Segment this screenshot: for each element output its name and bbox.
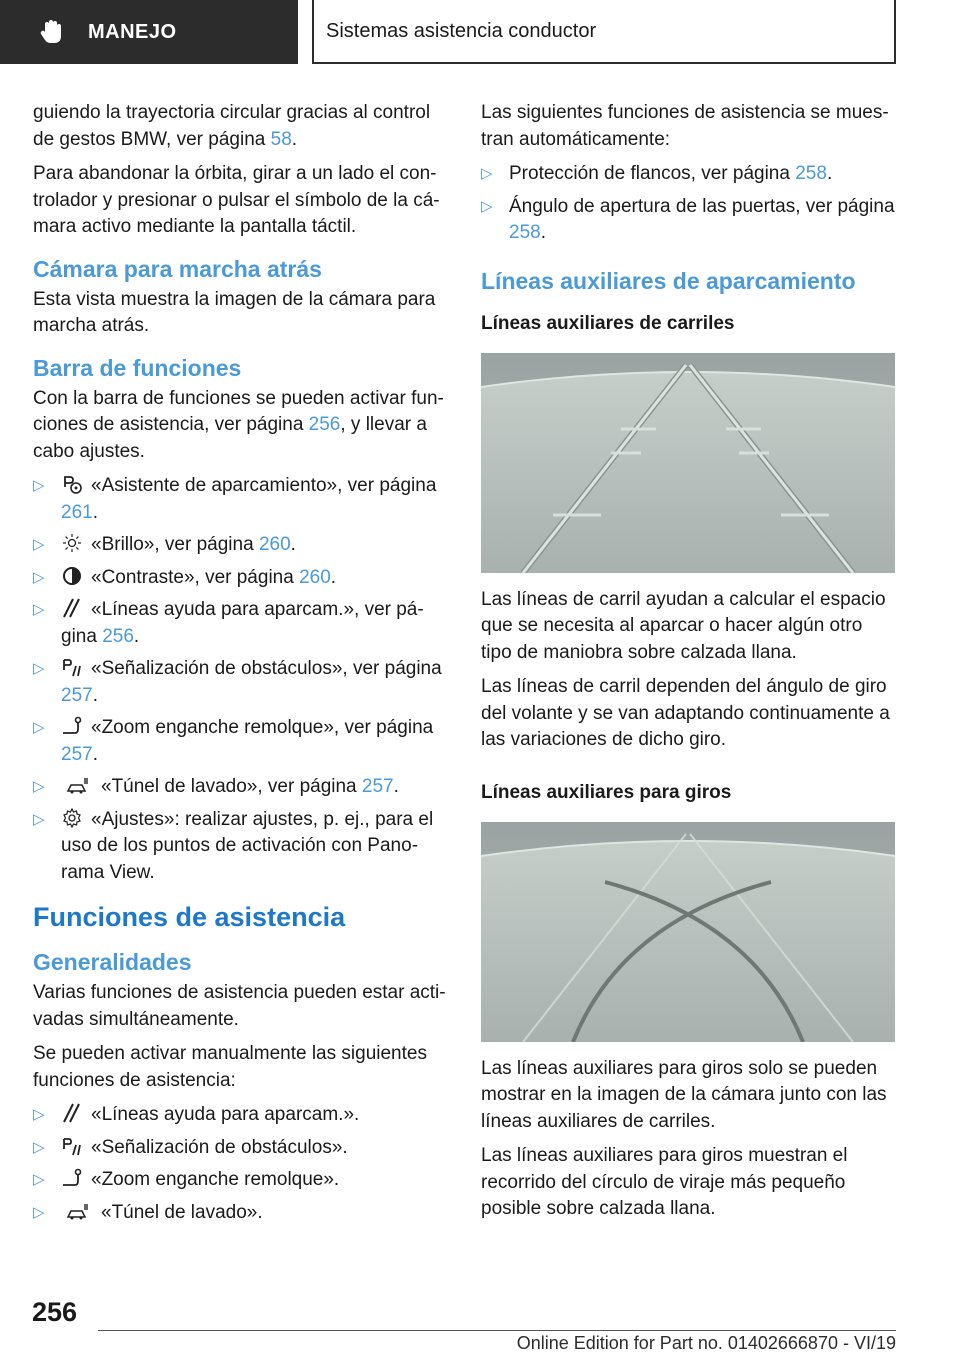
paragraph: guiendo la trayectoria circular gracias al control de gestos BMW, ver página 58. xyxy=(33,102,431,150)
section-label: MANEJO xyxy=(88,20,177,43)
list-item: ▷ «Señalización de obstáculos», ver página 257. xyxy=(33,658,442,706)
edition-note: Online Edition for Part no. 01402666870 - VI/19 xyxy=(516,1333,896,1353)
chapter-title: Sistemas asistencia conductor xyxy=(326,19,597,42)
right-column xyxy=(481,100,895,1231)
triangle-bullet-icon: ▷ xyxy=(33,568,45,586)
triangle-bullet-icon: ▷ xyxy=(33,601,45,618)
paragraph: Con la barra de funciones se pueden activar funciones de asistencia, ver página 256, y llevar a cabo ajustes. xyxy=(33,387,444,462)
list-item: ▷ Protección de flancos, ver página 258. xyxy=(481,161,895,188)
list-item: ▷ «Ajustes»: realizar ajustes, p. ej., para el uso de los puntos de activación con Panorama View. xyxy=(33,808,434,883)
paragraph: Las siguientes funciones de asistencia se muestran automáticamente: xyxy=(481,102,889,150)
heading-function-bar: Barra de funciones xyxy=(33,354,242,381)
lane-lines-illustration xyxy=(481,353,895,573)
section-tab xyxy=(0,0,298,64)
page-link[interactable]: 260 xyxy=(258,534,291,555)
car-wash-icon xyxy=(61,774,93,796)
paragraph: Varias funciones de asistencia pueden estar activadas simultáneamente. xyxy=(33,982,446,1030)
list-item: ▷ «Señalización de obstáculos». xyxy=(33,1135,447,1162)
list-item: ▷ «Zoom enganche remolque», ver página 257. xyxy=(33,717,434,765)
manual-functions-list xyxy=(33,1102,447,1226)
heading-rear-camera: Cámara para marcha atrás xyxy=(33,255,322,282)
paragraph: Las líneas auxiliares para giros solo se pueden mostrar en la imagen de la cámara junto con las líneas auxiliares de carriles. xyxy=(481,1057,887,1132)
footer-divider xyxy=(98,1330,896,1331)
triangle-bullet-icon: ▷ xyxy=(33,1138,45,1156)
paragraph: Las líneas auxiliares para giros muestran el recorrido del círculo de viraje más pequeño posible sobre calzada llana. xyxy=(481,1145,848,1219)
page-link[interactable]: 256 xyxy=(102,625,134,647)
heading-assistance-functions: Funciones de asistencia xyxy=(33,902,346,932)
page-link[interactable]: 257 xyxy=(61,684,93,706)
trailer-hitch-icon xyxy=(61,1167,83,1189)
paragraph: Esta vista muestra la imagen de la cámara para marcha atrás. xyxy=(33,288,436,336)
obstacle-marking-icon xyxy=(61,656,83,678)
list-item: ▷ «Contraste», ver página 260. xyxy=(33,565,447,592)
function-bar-list xyxy=(33,473,447,886)
triangle-bullet-icon: ▷ xyxy=(481,165,493,182)
triangle-bullet-icon: ▷ xyxy=(33,810,45,828)
triangle-bullet-icon: ▷ xyxy=(33,536,45,553)
list-item: ▷ «Túnel de lavado». xyxy=(33,1200,447,1227)
parking-assistant-icon xyxy=(61,473,83,495)
page-link[interactable]: 258 xyxy=(795,163,827,184)
list-item: ▷ «Zoom enganche remolque». xyxy=(33,1167,447,1194)
triangle-bullet-icon: ▷ xyxy=(33,660,45,677)
parking-lines-icon xyxy=(61,597,83,619)
page-link[interactable]: 257 xyxy=(361,776,394,797)
triangle-bullet-icon: ▷ xyxy=(33,719,45,736)
contrast-icon xyxy=(61,565,83,587)
parking-lines-icon xyxy=(61,1102,83,1124)
list-item: ▷ «Líneas ayuda para aparcam.», ver página 256. xyxy=(33,599,424,647)
list-item: ▷ «Brillo», ver página 260. xyxy=(33,532,447,559)
paragraph: Para abandonar la órbita, girar a un lado el controlador y presionar o pulsar el símbolo de la cámara activo mediante la pantalla táctil. xyxy=(33,163,440,237)
page-link[interactable]: 256 xyxy=(308,414,341,435)
triangle-bullet-icon: ▷ xyxy=(481,197,493,215)
list-item: ▷ «Líneas ayuda para aparcam.». xyxy=(33,1102,447,1129)
page-link[interactable]: 261 xyxy=(61,501,93,523)
heading-general: Generalidades xyxy=(33,949,192,975)
list-item: ▷ «Túnel de lavado», ver página 257. xyxy=(33,774,447,801)
page-link[interactable]: 258 xyxy=(509,222,541,243)
page-link[interactable]: 260 xyxy=(299,566,331,588)
triangle-bullet-icon: ▷ xyxy=(33,1106,45,1123)
settings-gear-icon xyxy=(61,807,83,829)
brightness-icon xyxy=(61,532,83,554)
left-column xyxy=(33,100,447,1232)
triangle-bullet-icon: ▷ xyxy=(33,477,45,494)
page-link[interactable]: 257 xyxy=(61,743,93,765)
heading-lane-lines: Líneas auxiliares de carriles xyxy=(481,312,735,334)
list-item: ▷ «Asistente de aparcamiento», ver página 261. xyxy=(33,475,437,523)
page-link[interactable]: 58 xyxy=(270,128,292,150)
triangle-bullet-icon: ▷ xyxy=(33,1203,45,1221)
trailer-hitch-icon xyxy=(61,715,83,737)
hand-steering-icon xyxy=(38,18,66,46)
triangle-bullet-icon: ▷ xyxy=(33,1171,45,1188)
auto-functions-list xyxy=(481,161,895,247)
turn-lines-illustration xyxy=(481,822,895,1042)
paragraph: Las líneas de carril dependen del ángulo de giro del volante y se van adaptando continuamente a las variaciones de dicho giro. xyxy=(481,676,890,750)
paragraph: Se pueden activar manualmente las siguientes funciones de asistencia: xyxy=(33,1043,427,1091)
list-item: ▷ Ángulo de apertura de las puertas, ver página 258. xyxy=(481,195,895,243)
car-wash-icon xyxy=(61,1200,93,1222)
heading-turn-lines: Líneas auxiliares para giros xyxy=(481,781,732,803)
page-number: 256 xyxy=(32,1297,78,1327)
obstacle-marking-icon xyxy=(61,1135,83,1157)
triangle-bullet-icon: ▷ xyxy=(33,778,45,795)
chapter-box xyxy=(312,0,896,64)
paragraph: Las líneas de carril ayudan a calcular el espacio que se necesita al aparcar o hacer algún otro tipo de maniobra sobre calzada llana. xyxy=(481,588,886,663)
heading-parking-lines: Líneas auxiliares de aparcamiento xyxy=(481,267,856,294)
